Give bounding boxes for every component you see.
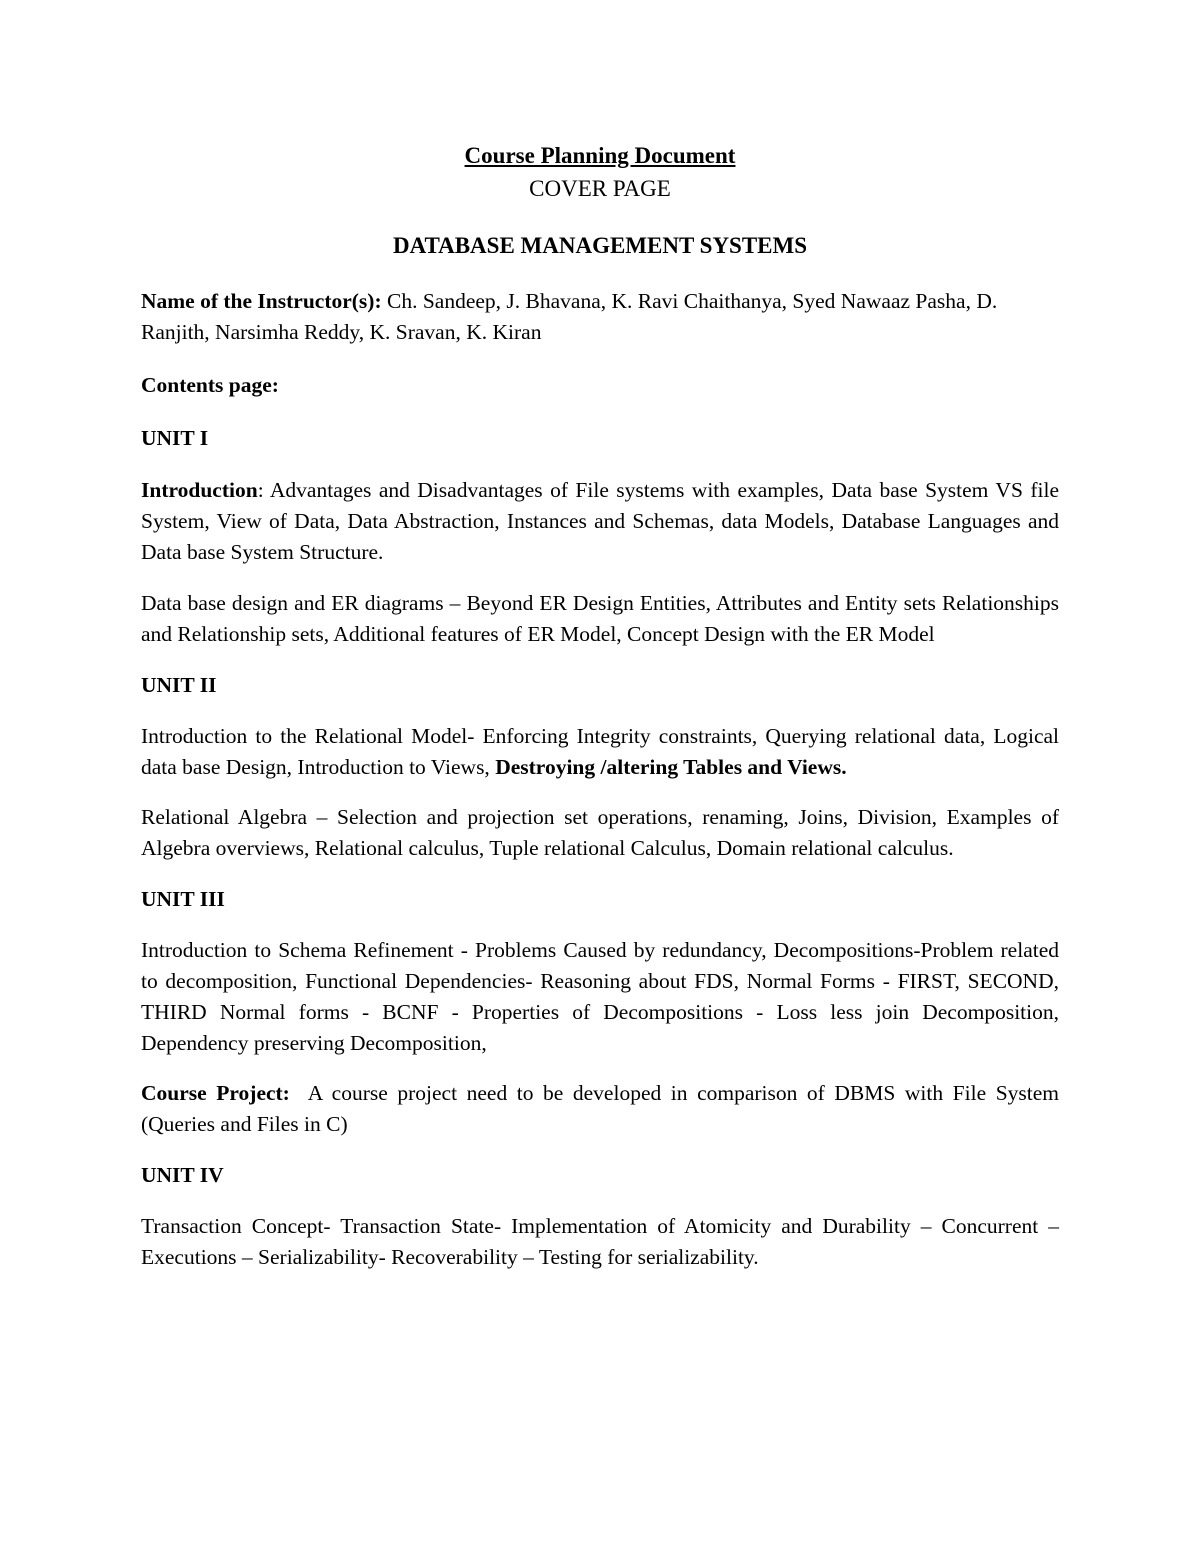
unit1-heading [141, 423, 1059, 454]
unit1-intro-paragraph [141, 475, 1059, 568]
unit3-heading-text: UNIT III [141, 887, 225, 911]
contents-label [141, 370, 1059, 401]
instructors-paragraph [141, 286, 1059, 348]
unit3-heading [141, 884, 1059, 915]
document-page [141, 140, 1065, 1273]
unit2-heading [141, 670, 1059, 701]
unit2-heading-text: UNIT II [141, 673, 217, 697]
unit4-transaction-paragraph: Transaction Concept- Transaction State- Implementation of Atomicity and Durability – Concurrent – Executions – Serializability- Recoverability – Testing for serializability. [141, 1214, 1059, 1269]
cover-page-label: COVER PAGE [529, 176, 671, 201]
unit4-heading [141, 1160, 1059, 1191]
unit2-relational-text: Introduction to the Relational Model- Enforcing Integrity constraints, Querying relational data, Logical data base Design, Introduction to Views, [141, 724, 1059, 779]
course-project-paragraph [141, 1078, 1065, 1140]
subject-title: DATABASE MANAGEMENT SYSTEMS [392, 233, 808, 258]
course-project-label: Course Project: [141, 1081, 290, 1105]
unit1-heading-text: UNIT I [141, 426, 209, 450]
unit2-relational-paragraph [141, 721, 1059, 783]
instructors-label: Name of the Instructor(s): [141, 289, 382, 313]
unit2-algebra-paragraph: Relational Algebra – Selection and projection set operations, renaming, Joins, Division, Examples of Algebra overviews, Relational calculus, Tuple relational Calculus, Domain relational calculus. [141, 805, 1059, 860]
unit2-relational-bold: Destroying /altering Tables and Views. [495, 755, 847, 779]
unit1-er-paragraph: Data base design and ER diagrams – Beyond ER Design Entities, Attributes and Entity sets Relationships and Relationship sets, Additional features of ER Model, Concept Design with the ER Model [141, 591, 1059, 646]
unit1-intro-text: : Advantages and Disadvantages of File systems with examples, Data base System VS file System, View of Data, Data Abstraction, Instances and Schemas, data Models, Database Languages and Data base System Structure. [141, 478, 1059, 564]
document-title: Course Planning Document [464, 143, 736, 168]
contents-label-text: Contents page: [141, 373, 279, 397]
unit1-intro-label: Introduction [141, 478, 258, 502]
instructors-names: Ch. Sandeep, J. Bhavana, K. Ravi Chaithanya, Syed Nawaaz Pasha, D. Ranjith, Narsimha Reddy, K. Sravan, K. Kiran [141, 289, 998, 344]
course-project-text: A course project need to be developed in comparison of DBMS with File System (Queries and Files in C) [141, 1081, 1065, 1136]
unit4-heading-text: UNIT IV [141, 1163, 224, 1187]
unit3-schema-paragraph: Introduction to Schema Refinement - Problems Caused by redundancy, Decompositions-Problem related to decomposition, Functional Dependencies- Reasoning about FDS, Normal Forms - FIRST, SECOND, THIRD Normal forms - BCNF - Properties of Decompositions - Loss less join Decomposition, Dependency preserving Decomposition, [141, 938, 1059, 1055]
